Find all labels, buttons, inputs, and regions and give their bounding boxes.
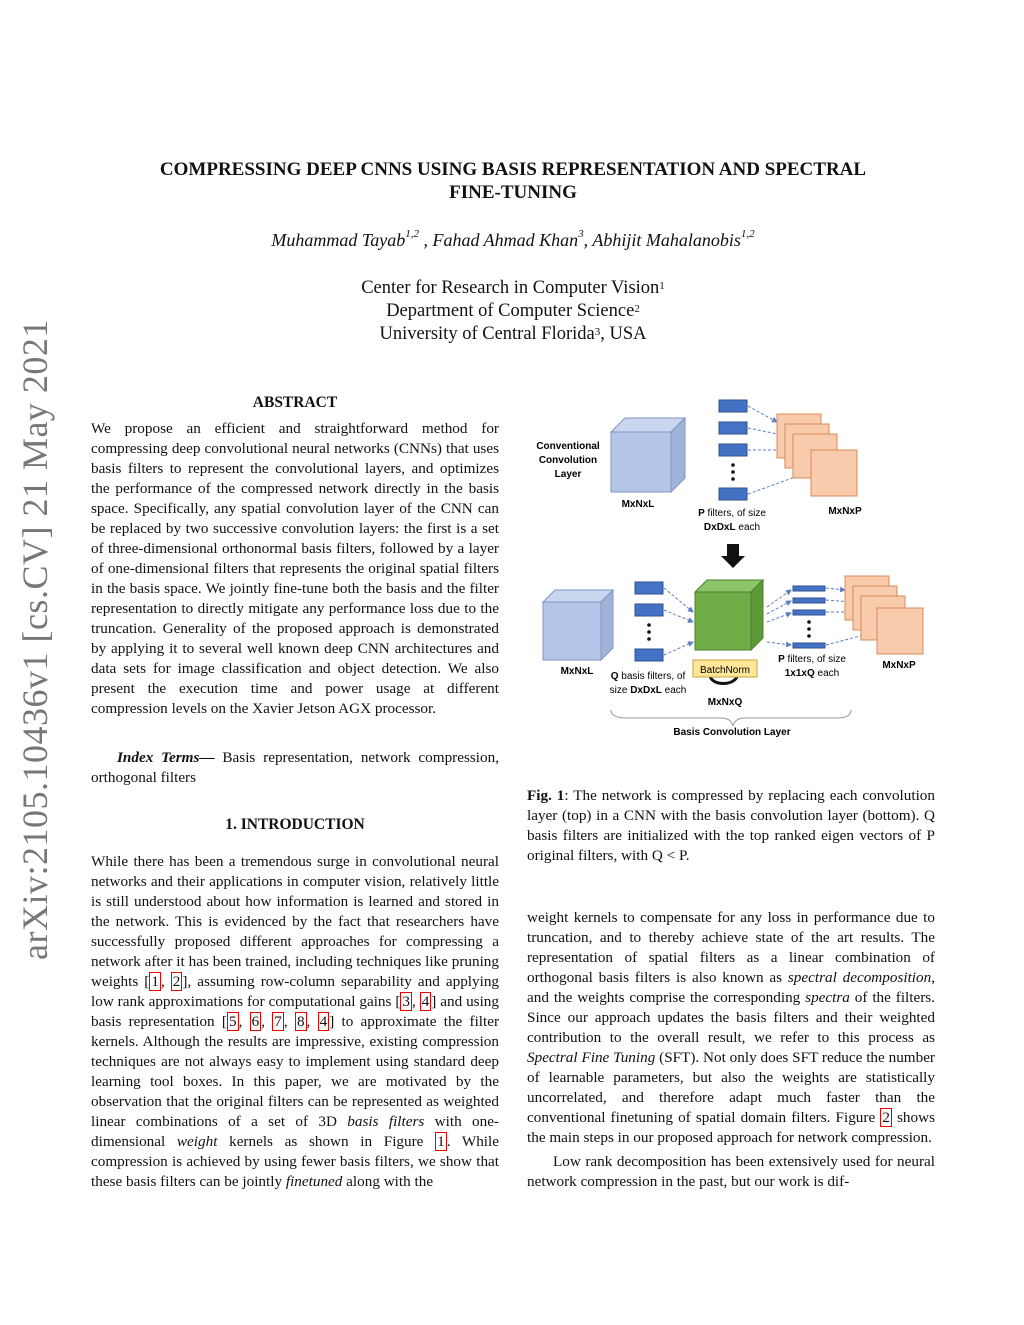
basis-desc-line1: Q basis filters, of	[610, 671, 686, 682]
title-line-2: FINE-TUNING	[449, 182, 577, 203]
citation-link[interactable]: 6	[251, 1013, 260, 1030]
title-line-1: COMPRESSING DEEP CNNS USING BASIS REPRESENTATION AND SPECTRAL	[159, 159, 867, 180]
citation-link[interactable]: 2	[172, 973, 181, 990]
citation-link[interactable]: 4	[421, 993, 430, 1010]
affiliation-3: University of Central Florida$^3$, USA	[379, 324, 647, 344]
basis-filters	[635, 582, 663, 661]
layer-brace	[611, 710, 851, 726]
figure-1-caption: Fig. 1: The network is compressed by replacing each convolution layer (top) in a CNN with the basis convolution layer (bottom). Q basis filters are initialized with the top ranked eigen vectors of P original filters, with Q < P.	[527, 787, 935, 864]
paper-title	[90, 158, 936, 204]
author-3: Abhijit Mahalanobis	[592, 230, 741, 250]
batchnorm-label: BatchNorm	[699, 665, 751, 676]
figure-link[interactable]: 1	[437, 1133, 445, 1150]
input-size-top: MxNxL	[621, 499, 655, 510]
abstract-heading: ABSTRACT	[252, 394, 338, 411]
affiliation-1: Center for Research in Computer Vision$^1$	[361, 278, 665, 298]
citation-link[interactable]: 1	[151, 973, 159, 990]
basis-to-cube-arrows	[664, 588, 693, 655]
basis-output-size: MxNxQ	[707, 697, 743, 708]
output-size-bottom: MxNxP	[882, 660, 916, 671]
conv-label-line3: Layer	[554, 469, 582, 480]
author-separator: ,	[583, 230, 593, 250]
conv-label-line2: Convolution	[538, 455, 598, 466]
author-3-affil: 1,2	[740, 228, 755, 240]
basis-desc-line2: size DxDxL each	[609, 685, 687, 696]
input-feature-cube-top	[611, 418, 685, 492]
citation-link[interactable]: 3	[402, 993, 410, 1010]
affiliations	[90, 277, 936, 346]
input-feature-cube-bottom	[543, 590, 613, 660]
index-terms-label: Index Terms—	[117, 749, 215, 766]
abstract-body: We propose an efficient and straightforward method for compressing deep convolutional neural networks (CNNs) that uses basis filters to represent the convolutional layers, and optimizes the performance of the compressed network directly in the basis space. Specifically, any spatial convolution layer of the CNN can be replaced by two successive convolution layers: the first is a set of three-dimensional orthonormal basis filters, followed by a layer of one-dimensional filters that represents the original spatial filters in the basis space. We jointly fine-tune both the basis and the filter representation to directly mitigate any performance loss due to the truncation. Generality of the proposed approach is demonstrated by applying it to several well known deep CNN architectures and data sets for image classification and object detection. We also present the execution time and power usage at different compression levels on the Xavier Jetson AGX processor.	[91, 420, 499, 717]
output-size-top: MxNxP	[828, 506, 862, 517]
citation-link[interactable]: 5	[228, 1013, 237, 1030]
index-terms	[91, 748, 499, 788]
citation-link[interactable]: 7	[274, 1013, 282, 1030]
author-list	[90, 230, 936, 251]
figure-1-label: Fig. 1	[527, 787, 565, 804]
basis-output-cube	[695, 580, 763, 650]
conv-label-line1: Conventional	[536, 441, 600, 452]
citation-link[interactable]: 4	[319, 1013, 328, 1030]
author-1: Muhammad Tayab	[271, 230, 406, 250]
output-feature-maps-top	[777, 414, 857, 496]
author-2-affil: 3	[578, 228, 584, 240]
arxiv-identifier: arXiv:2105.10436v1 [cs.CV] 21 May 2021	[15, 319, 55, 960]
author-1-affil: 1,2	[405, 228, 419, 240]
author-separator: ,	[418, 230, 433, 250]
introduction-body: While there has been a tremendous surge in convolutional neural networks and their applications in computer vision, relatively little is still understood about how information is learned and stored in the network. This is evidenced by the fact that researchers have successfully proposed different approaches for compressing a network after it has been trained, including techniques like pruning weights [ 1 , 2 ], assuming row-column separability and applying low rank approximations for computational gains [ 3 , 4 ] and using basis representation [ 5 , 6 , 7 , 8 , 4 ] to approximate the filter kernels. Although the results are impressive, existing compression techniques are not always easy to implement using standard deep learning tool boxes. In this paper, we are motivated by the observation that the original filters can be represented as weighted linear combinations of a set of 3D basis filters with one-dimensional weight kernels as shown in Figure 1 . While compression is achieved by using fewer basis filters, we show that these basis filters can be jointly finetuned along with the	[91, 853, 500, 1190]
output-feature-maps-bottom	[845, 576, 923, 654]
author-2: Fahad Ahmad Khan	[432, 230, 579, 250]
conv-filters-top	[719, 400, 747, 500]
filter-desc-top-line2: DxDxL each	[703, 522, 761, 533]
citation-link[interactable]: 8	[296, 1013, 305, 1030]
paragraph: Low rank decomposition has been extensively used for neural network compression in the past, but our work is dif-	[527, 1153, 935, 1190]
section-heading-introduction: 1. INTRODUCTION	[225, 816, 365, 833]
pointwise-desc-line1: P filters, of size	[778, 654, 846, 665]
pointwise-desc-line2: 1x1xQ each	[784, 668, 840, 679]
input-size-bottom: MxNxL	[560, 666, 594, 677]
index-terms-text: Basis representation, network compression, orthogonal filters	[91, 749, 499, 786]
filter-desc-top-line1: P filters, of size	[698, 508, 766, 519]
figure-1-diagram	[527, 392, 937, 752]
affiliation-2: Department of Computer Science$^2$	[386, 301, 640, 321]
right-column-body: weight kernels to compensate for any loss in performance due to truncation, and to thereby achieve state of the art results. The representation of spatial filters as a linear combination of orthogonal basis filters is also known as spectral decomposition, and the weights comprise the corresponding spectra of the filters. Since our approach updates the basis filters and their weighted contribution to the overall result, we refer to this process as Spectral Fine Tuning (SFT). Not only does SFT reduce the number of learnable parameters, but also the weights are statistically uncorrelated, and therefore adapt much faster than the conventional finetuning of spatial domain filters. Figure 2 shows the main steps in our proposed approach for network compression. Low rank decomposition has been extensively used for neural network compression in the past, but our work is dif-	[527, 909, 935, 1190]
pointwise-filters	[793, 586, 825, 648]
figure-link[interactable]: 2	[882, 1109, 890, 1126]
basis-layer-label: Basis Convolution Layer	[673, 727, 791, 738]
down-arrow-icon	[721, 544, 745, 568]
